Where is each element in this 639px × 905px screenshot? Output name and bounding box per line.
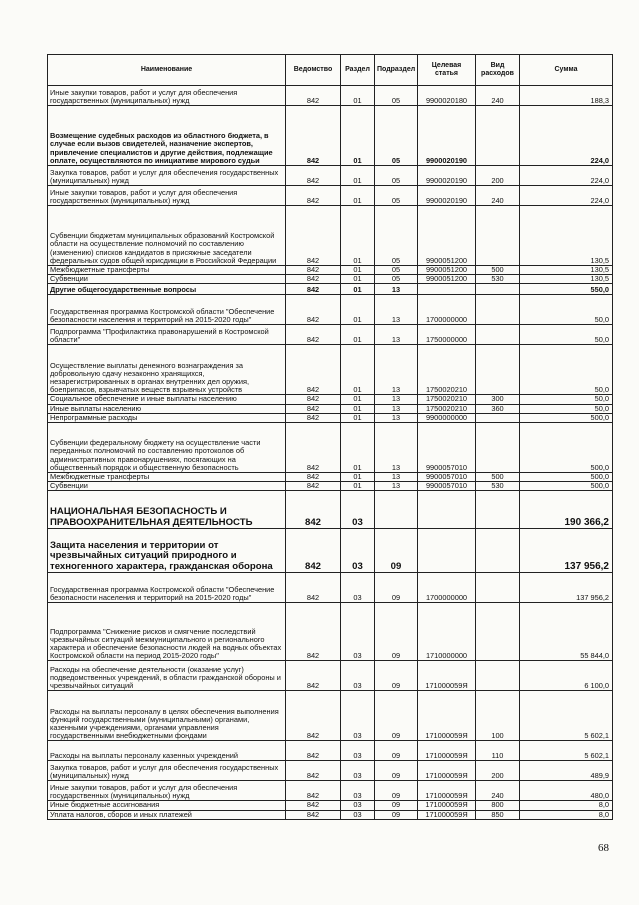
cell-ved: 842 (286, 482, 341, 491)
cell-sum: 8,0 (520, 801, 613, 810)
cell-podrazdel: 13 (375, 473, 418, 482)
cell-razdel: 03 (341, 741, 375, 761)
cell-name: Субвенции федеральному бюджету на осуществление части переданных полномочий по составлению протоколов об административных правонарушениях, посягающих на общественный порядок и общественную безопасность (48, 423, 286, 473)
budget-page (47, 54, 612, 820)
cell-ved: 842 (286, 295, 341, 325)
table-row (48, 345, 613, 395)
cell-vid: 240 (476, 781, 520, 801)
cell-ved: 842 (286, 413, 341, 422)
cell-ved: 842 (286, 801, 341, 810)
cell-sum: 8,0 (520, 810, 613, 819)
cell-razdel: 03 (341, 761, 375, 781)
cell-statya: 9900020190 (418, 106, 476, 166)
cell-razdel: 01 (341, 166, 375, 186)
cell-podrazdel: 13 (375, 295, 418, 325)
cell-name: Расходы на выплаты персоналу казенных учреждений (48, 741, 286, 761)
table-row (48, 423, 613, 473)
cell-podrazdel: 13 (375, 413, 418, 422)
cell-ved: 842 (286, 86, 341, 106)
cell-podrazdel: 05 (375, 266, 418, 275)
cell-razdel: 01 (341, 473, 375, 482)
cell-sum: 224,0 (520, 106, 613, 166)
cell-name: Иные бюджетные ассигнования (48, 801, 286, 810)
cell-razdel: 01 (341, 86, 375, 106)
cell-podrazdel: 09 (375, 810, 418, 819)
cell-podrazdel: 09 (375, 529, 418, 573)
cell-razdel: 01 (341, 275, 375, 284)
cell-name: Уплата налогов, сборов и иных платежей (48, 810, 286, 819)
budget-table (47, 54, 613, 820)
cell-vid: 500 (476, 473, 520, 482)
table-row (48, 661, 613, 691)
cell-statya: 9900057010 (418, 423, 476, 473)
table-row (48, 266, 613, 275)
header-statya: Целевая статья (418, 55, 476, 86)
cell-vid (476, 345, 520, 395)
table-row (48, 603, 613, 661)
table-row (48, 106, 613, 166)
cell-sum: 50,0 (520, 395, 613, 404)
table-row (48, 691, 613, 741)
cell-vid: 530 (476, 482, 520, 491)
table-body (48, 86, 613, 820)
table-row (48, 413, 613, 422)
cell-sum: 130,5 (520, 266, 613, 275)
cell-vid: 530 (476, 275, 520, 284)
cell-name: Межбюджетные трансферты (48, 266, 286, 275)
table-row (48, 404, 613, 413)
cell-podrazdel: 05 (375, 166, 418, 186)
cell-razdel: 03 (341, 603, 375, 661)
cell-sum: 550,0 (520, 284, 613, 295)
cell-sum: 50,0 (520, 295, 613, 325)
cell-vid: 110 (476, 741, 520, 761)
cell-vid (476, 603, 520, 661)
cell-statya: 171000059Я (418, 691, 476, 741)
table-row (48, 781, 613, 801)
cell-statya (418, 284, 476, 295)
cell-podrazdel: 05 (375, 186, 418, 206)
cell-razdel: 01 (341, 413, 375, 422)
cell-vid: 300 (476, 395, 520, 404)
header-ved: Ведомство (286, 55, 341, 86)
cell-sum: 6 100,0 (520, 661, 613, 691)
cell-podrazdel: 13 (375, 404, 418, 413)
cell-vid: 240 (476, 86, 520, 106)
cell-ved: 842 (286, 206, 341, 266)
cell-vid: 850 (476, 810, 520, 819)
cell-razdel: 03 (341, 781, 375, 801)
cell-name: Иные выплаты населению (48, 404, 286, 413)
cell-sum: 224,0 (520, 166, 613, 186)
cell-ved: 842 (286, 395, 341, 404)
cell-statya: 171000059Я (418, 801, 476, 810)
cell-vid: 240 (476, 186, 520, 206)
cell-podrazdel: 09 (375, 741, 418, 761)
cell-ved: 842 (286, 691, 341, 741)
cell-name: Иные закупки товаров, работ и услуг для обеспечения государственных (муниципальных) нужд (48, 781, 286, 801)
cell-vid: 800 (476, 801, 520, 810)
cell-statya: 9900057010 (418, 473, 476, 482)
cell-vid: 360 (476, 404, 520, 413)
cell-razdel: 03 (341, 691, 375, 741)
cell-ved: 842 (286, 266, 341, 275)
cell-ved: 842 (286, 661, 341, 691)
cell-name: Закупка товаров, работ и услуг для обеспечения государственных (муниципальных) нужд (48, 166, 286, 186)
cell-sum: 500,0 (520, 423, 613, 473)
cell-sum: 130,5 (520, 275, 613, 284)
cell-sum: 190 366,2 (520, 491, 613, 529)
cell-vid (476, 106, 520, 166)
cell-vid (476, 661, 520, 691)
cell-name: Субвенции бюджетам муниципальных образований Костромской области на осуществление полномочий по составлению (изменению) списков кандидатов в присяжные заседатели федеральных судов общей юрисдикции в Российской Федерации (48, 206, 286, 266)
table-row (48, 395, 613, 404)
cell-podrazdel: 09 (375, 661, 418, 691)
cell-sum: 188,3 (520, 86, 613, 106)
cell-sum: 5 602,1 (520, 691, 613, 741)
cell-statya: 1700000000 (418, 295, 476, 325)
cell-vid: 200 (476, 761, 520, 781)
cell-statya: 1750020210 (418, 404, 476, 413)
cell-ved: 842 (286, 106, 341, 166)
cell-ved: 842 (286, 810, 341, 819)
cell-statya: 9900051200 (418, 275, 476, 284)
cell-sum: 500,0 (520, 482, 613, 491)
cell-statya: 1700000000 (418, 573, 476, 603)
cell-ved: 842 (286, 275, 341, 284)
table-row (48, 186, 613, 206)
cell-name: Расходы на выплаты персоналу в целях обеспечения выполнения функций государственными (муниципальными) органами, казенными учреждениями, органами управления государственными внебюджетными фондами (48, 691, 286, 741)
cell-vid: 200 (476, 166, 520, 186)
cell-podrazdel: 13 (375, 345, 418, 395)
cell-statya: 9900020190 (418, 166, 476, 186)
cell-statya: 9900000000 (418, 413, 476, 422)
cell-ved: 842 (286, 603, 341, 661)
cell-statya: 1750020210 (418, 395, 476, 404)
cell-razdel: 01 (341, 482, 375, 491)
cell-ved: 842 (286, 186, 341, 206)
cell-statya: 1750020210 (418, 345, 476, 395)
cell-razdel: 01 (341, 325, 375, 345)
cell-razdel: 03 (341, 801, 375, 810)
cell-name: Межбюджетные трансферты (48, 473, 286, 482)
cell-name: Иные закупки товаров, работ и услуг для обеспечения государственных (муниципальных) нужд (48, 86, 286, 106)
table-row (48, 473, 613, 482)
cell-name: Закупка товаров, работ и услуг для обеспечения государственных (муниципальных) нужд (48, 761, 286, 781)
cell-podrazdel: 13 (375, 423, 418, 473)
cell-vid (476, 529, 520, 573)
cell-podrazdel: 09 (375, 801, 418, 810)
cell-vid (476, 423, 520, 473)
cell-statya: 9900057010 (418, 482, 476, 491)
cell-statya (418, 529, 476, 573)
cell-sum: 500,0 (520, 413, 613, 422)
cell-podrazdel: 05 (375, 86, 418, 106)
cell-razdel: 01 (341, 284, 375, 295)
cell-sum: 5 602,1 (520, 741, 613, 761)
cell-name: Расходы на обеспечение деятельности (оказание услуг) подведомственных учреждений, в области гражданской обороны и чрезвычайных ситуаций (48, 661, 286, 691)
cell-ved: 842 (286, 781, 341, 801)
cell-name: НАЦИОНАЛЬНАЯ БЕЗОПАСНОСТЬ И ПРАВООХРАНИТЕЛЬНАЯ ДЕЯТЕЛЬНОСТЬ (48, 491, 286, 529)
cell-sum: 50,0 (520, 404, 613, 413)
header-podrazdel: Подраздел (375, 55, 418, 86)
cell-sum: 480,0 (520, 781, 613, 801)
cell-razdel: 03 (341, 661, 375, 691)
cell-sum: 137 956,2 (520, 573, 613, 603)
cell-ved: 842 (286, 573, 341, 603)
cell-statya: 9900051200 (418, 206, 476, 266)
cell-name: Непрограммные расходы (48, 413, 286, 422)
table-row (48, 482, 613, 491)
cell-podrazdel: 13 (375, 395, 418, 404)
cell-statya: 9900051200 (418, 266, 476, 275)
cell-vid: 500 (476, 266, 520, 275)
cell-statya: 171000059Я (418, 781, 476, 801)
cell-sum: 50,0 (520, 325, 613, 345)
cell-razdel: 03 (341, 573, 375, 603)
header-sum: Сумма (520, 55, 613, 86)
header-razdel: Раздел (341, 55, 375, 86)
cell-razdel: 01 (341, 106, 375, 166)
cell-podrazdel: 05 (375, 106, 418, 166)
cell-name: Социальное обеспечение и иные выплаты населению (48, 395, 286, 404)
cell-ved: 842 (286, 491, 341, 529)
table-row (48, 810, 613, 819)
table-row (48, 86, 613, 106)
cell-ved: 842 (286, 325, 341, 345)
cell-podrazdel: 05 (375, 206, 418, 266)
cell-ved: 842 (286, 761, 341, 781)
cell-razdel: 01 (341, 423, 375, 473)
cell-statya: 1750000000 (418, 325, 476, 345)
cell-ved: 842 (286, 473, 341, 482)
header-row (48, 55, 613, 86)
table-row (48, 295, 613, 325)
cell-razdel: 01 (341, 295, 375, 325)
cell-ved: 842 (286, 529, 341, 573)
cell-name: Подпрограмма "Профилактика правонарушений в Костромской области" (48, 325, 286, 345)
cell-sum: 55 844,0 (520, 603, 613, 661)
table-row (48, 761, 613, 781)
cell-statya: 1710000000 (418, 603, 476, 661)
table-row (48, 275, 613, 284)
cell-statya: 171000059Я (418, 810, 476, 819)
cell-name: Подпрограмма "Снижение рисков и смягчение последствий чрезвычайных ситуаций межмуниципального и регионального характера и обеспечение безопасности людей на водных объектах Костромской области на период 2015-2020 годы" (48, 603, 286, 661)
cell-podrazdel: 09 (375, 603, 418, 661)
table-row (48, 741, 613, 761)
cell-vid (476, 491, 520, 529)
cell-sum: 224,0 (520, 186, 613, 206)
cell-razdel: 03 (341, 529, 375, 573)
cell-razdel: 01 (341, 206, 375, 266)
cell-statya: 171000059Я (418, 661, 476, 691)
table-row (48, 491, 613, 529)
cell-sum: 500,0 (520, 473, 613, 482)
cell-statya (418, 491, 476, 529)
cell-podrazdel (375, 491, 418, 529)
cell-ved: 842 (286, 741, 341, 761)
cell-ved: 842 (286, 284, 341, 295)
cell-statya: 9900020180 (418, 86, 476, 106)
cell-razdel: 01 (341, 266, 375, 275)
cell-name: Осуществление выплаты денежного вознаграждения за добровольную сдачу незаконно хранящихся, незарегистрированных в органах внутренних дел оружия, боеприпасов, взрывчатых веществ взрывных устройств (48, 345, 286, 395)
cell-podrazdel: 09 (375, 761, 418, 781)
header-vid: Вид расходов (476, 55, 520, 86)
cell-podrazdel: 09 (375, 691, 418, 741)
page-number: 68 (598, 842, 609, 854)
cell-statya: 171000059Я (418, 741, 476, 761)
cell-vid (476, 295, 520, 325)
cell-razdel: 01 (341, 345, 375, 395)
cell-ved: 842 (286, 345, 341, 395)
table-row (48, 166, 613, 186)
table-row (48, 573, 613, 603)
cell-name: Государственная программа Костромской области "Обеспечение безопасности населения и территорий на 2015-2020 годы" (48, 573, 286, 603)
cell-statya: 171000059Я (418, 761, 476, 781)
cell-statya: 9900020190 (418, 186, 476, 206)
cell-ved: 842 (286, 423, 341, 473)
table-row (48, 801, 613, 810)
cell-podrazdel: 09 (375, 781, 418, 801)
cell-vid (476, 284, 520, 295)
cell-razdel: 03 (341, 491, 375, 529)
cell-name: Иные закупки товаров, работ и услуг для обеспечения государственных (муниципальных) нужд (48, 186, 286, 206)
table-row (48, 284, 613, 295)
cell-name: Другие общегосударственные вопросы (48, 284, 286, 295)
cell-podrazdel: 09 (375, 573, 418, 603)
cell-sum: 130,5 (520, 206, 613, 266)
cell-podrazdel: 13 (375, 284, 418, 295)
cell-razdel: 01 (341, 186, 375, 206)
table-row (48, 325, 613, 345)
cell-ved: 842 (286, 166, 341, 186)
cell-name: Возмещение судебных расходов из областного бюджета, в случае если вызов свидетелей, назначение экспертов, привлечение специалистов и другие действия, подлежащие оплате, осуществляются по инициативе мирового судьи (48, 106, 286, 166)
cell-name: Субвенции (48, 275, 286, 284)
cell-razdel: 03 (341, 810, 375, 819)
cell-sum: 137 956,2 (520, 529, 613, 573)
cell-name: Защита населения и территории от чрезвычайных ситуаций природного и техногенного характера, гражданская оборона (48, 529, 286, 573)
cell-podrazdel: 13 (375, 325, 418, 345)
cell-vid (476, 325, 520, 345)
cell-ved: 842 (286, 404, 341, 413)
cell-vid (476, 206, 520, 266)
table-row (48, 529, 613, 573)
cell-vid (476, 573, 520, 603)
cell-vid: 100 (476, 691, 520, 741)
cell-vid (476, 413, 520, 422)
cell-razdel: 01 (341, 404, 375, 413)
cell-name: Субвенции (48, 482, 286, 491)
cell-razdel: 01 (341, 395, 375, 404)
header-name: Наименование (48, 55, 286, 86)
cell-podrazdel: 13 (375, 482, 418, 491)
cell-sum: 50,0 (520, 345, 613, 395)
cell-podrazdel: 05 (375, 275, 418, 284)
cell-name: Государственная программа Костромской области "Обеспечение безопасности населения и территорий на 2015-2020 годы" (48, 295, 286, 325)
cell-sum: 489,9 (520, 761, 613, 781)
table-row (48, 206, 613, 266)
